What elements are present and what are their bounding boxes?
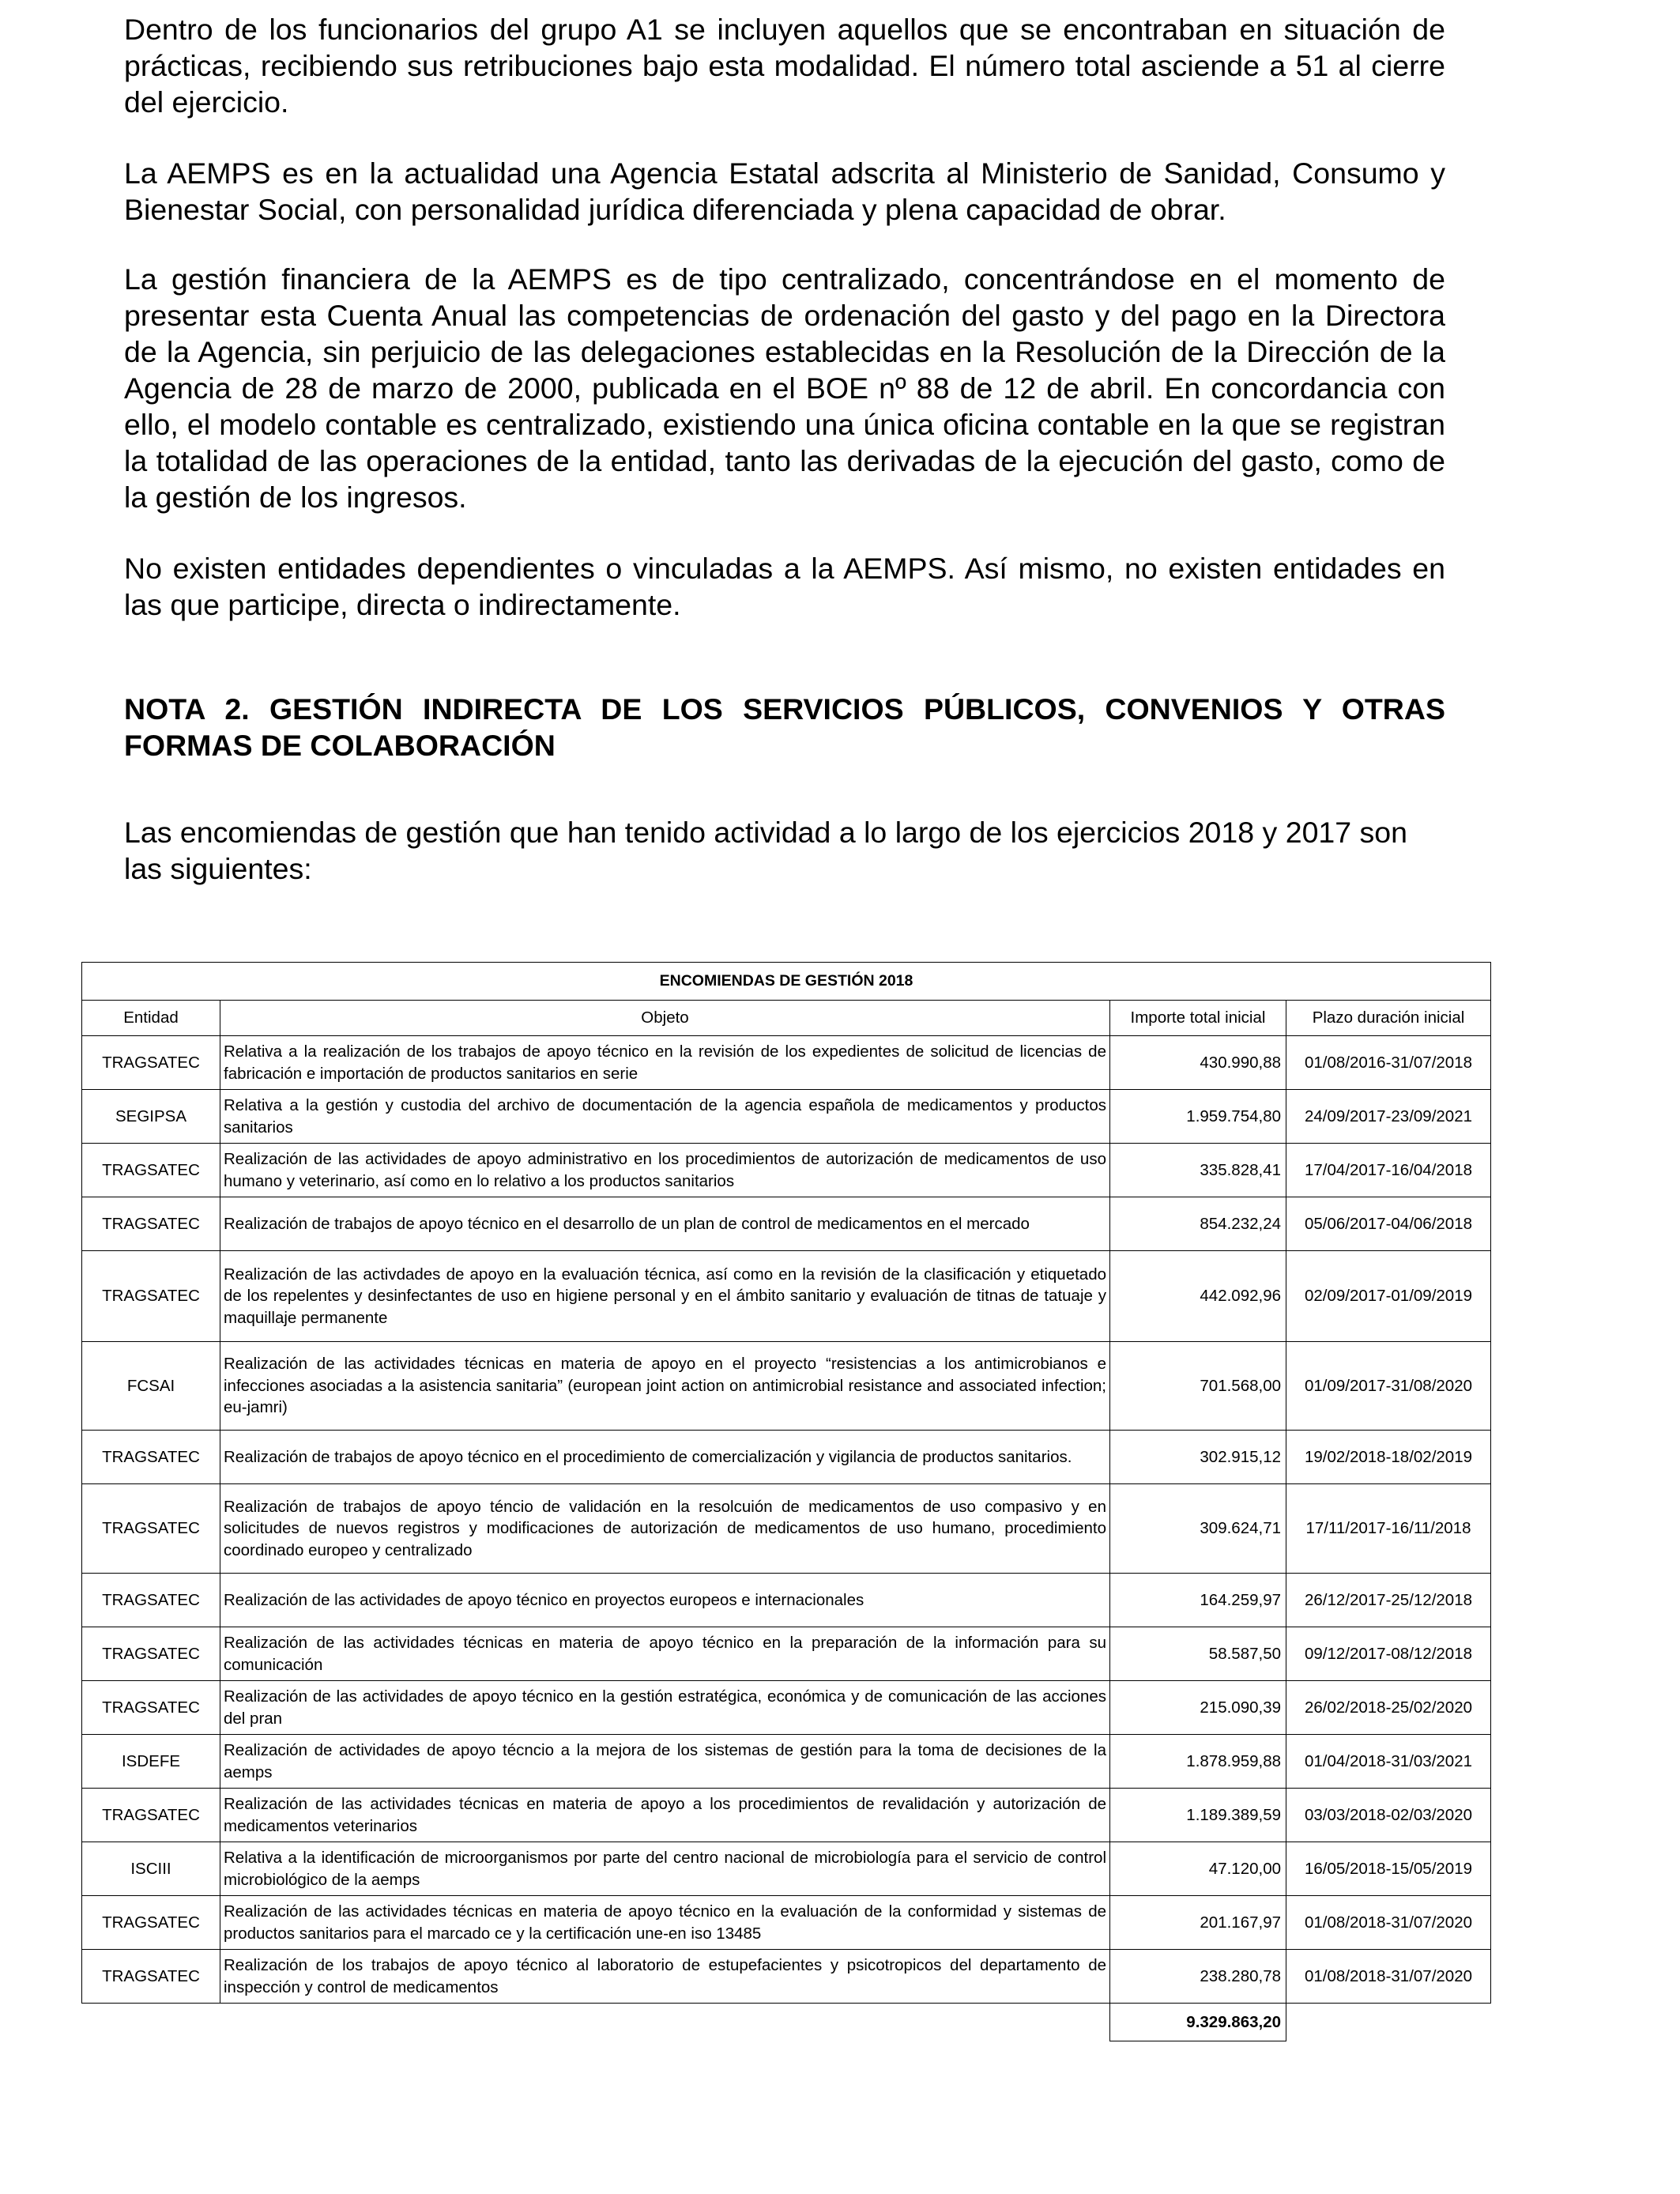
cell-plazo: 03/03/2018-02/03/2020 <box>1286 1789 1491 1842</box>
cell-importe: 1.959.754,80 <box>1110 1090 1286 1144</box>
paragraph-gestion-financiera: La gestión financiera de la AEMPS es de tipo centralizado, concentrándose en el momento de presentar esta Cuenta Anual las competencias de ordenación del gasto y del pago en la Directora de la Agencia, sin perjuicio de las delegaciones establecidas en la Resolución de la Dirección de la Agencia de 28 de marzo de 2000, publicada en el BOE nº 88 de 12 de abril. En concordancia con ello, el modelo contable es centralizado, existiendo una única oficina contable en la que se registran la totalidad de las operaciones de la entidad, tanto las derivadas de la ejecución del gasto, como de la gestión de los ingresos. <box>124 262 1445 514</box>
cell-entidad: TRAGSATEC <box>82 1036 220 1090</box>
cell-importe: 701.568,00 <box>1110 1342 1286 1431</box>
cell-importe: 1.189.389,59 <box>1110 1789 1286 1842</box>
cell-objeto: Realización de las actividades técnicas en materia de apoyo técnico en la preparación de la información para su comunicación <box>220 1627 1110 1681</box>
header-entidad: Entidad <box>82 1001 220 1036</box>
cell-plazo: 17/11/2017-16/11/2018 <box>1286 1484 1491 1574</box>
cell-plazo: 01/08/2016-31/07/2018 <box>1286 1036 1491 1090</box>
cell-importe: 1.878.959,88 <box>1110 1735 1286 1789</box>
cell-plazo: 01/08/2018-31/07/2020 <box>1286 1950 1491 2004</box>
cell-objeto: Realización de trabajos de apoyo técnico en el desarrollo de un plan de control de medicamentos en el mercado <box>220 1197 1110 1251</box>
table-row <box>82 1950 1491 2004</box>
cell-plazo: 19/02/2018-18/02/2019 <box>1286 1431 1491 1484</box>
cell-entidad: TRAGSATEC <box>82 1431 220 1484</box>
cell-plazo: 01/04/2018-31/03/2021 <box>1286 1735 1491 1789</box>
table-row <box>82 1036 1491 1090</box>
cell-plazo: 09/12/2017-08/12/2018 <box>1286 1627 1491 1681</box>
cell-entidad: TRAGSATEC <box>82 1681 220 1735</box>
cell-importe: 309.624,71 <box>1110 1484 1286 1574</box>
cell-plazo: 26/02/2018-25/02/2020 <box>1286 1681 1491 1735</box>
cell-objeto: Realización de las actividades de apoyo técnico en proyectos europeos e internacionales <box>220 1574 1110 1627</box>
cell-objeto: Relativa a la realización de los trabajos de apoyo técnico en la revisión de los expedientes de solicitud de licencias de fabricación e importación de productos sanitarios en serie <box>220 1036 1110 1090</box>
cell-importe: 201.167,97 <box>1110 1896 1286 1950</box>
header-plazo: Plazo duración inicial <box>1286 1001 1491 1036</box>
cell-entidad: TRAGSATEC <box>82 1950 220 2004</box>
table-row <box>82 1735 1491 1789</box>
blank-cell <box>1286 2004 1491 2041</box>
cell-entidad: ISCIII <box>82 1842 220 1896</box>
encomiendas-table-wrapper <box>81 962 1490 2041</box>
encomiendas-table <box>81 962 1491 2041</box>
table-row <box>82 1789 1491 1842</box>
table-header-row <box>82 1001 1491 1036</box>
cell-plazo: 16/05/2018-15/05/2019 <box>1286 1842 1491 1896</box>
cell-objeto: Realización de las actividades técnicas en materia de apoyo técnico en la evaluación de la conformidad y sistemas de productos sanitarios para el marcado ce y la certificación une-en iso 13485 <box>220 1896 1110 1950</box>
table-title-row <box>82 963 1491 1001</box>
cell-objeto: Realización de los trabajos de apoyo técnico al laboratorio de estupefacientes y psicotropicos del departamento de inspección y control de medicamentos <box>220 1950 1110 2004</box>
cell-objeto: Realización de las actividades técnicas en materia de apoyo a los procedimientos de revalidación y autorización de medicamentos veterinarios <box>220 1789 1110 1842</box>
cell-objeto: Realización de las activdades de apoyo en la evaluación técnica, así como en la revisión de la clasificación y etiquetado de los repelentes y desinfectantes de uso en higiene personal y en el ámbito sanitario y evaluación de titnas de tatuaje y maquillaje permanente <box>220 1251 1110 1342</box>
cell-objeto: Realización de trabajos de apoyo técnico en el procedimiento de comercialización y vigilancia de productos sanitarios. <box>220 1431 1110 1484</box>
intro-paragraph: Las encomiendas de gestión que han tenido actividad a lo largo de los ejercicios 2018 y 2017 son las siguientes: <box>124 816 1408 885</box>
cell-importe: 442.092,96 <box>1110 1251 1286 1342</box>
table-row <box>82 1896 1491 1950</box>
table-row <box>82 1197 1491 1251</box>
cell-entidad: TRAGSATEC <box>82 1789 220 1842</box>
cell-importe: 430.990,88 <box>1110 1036 1286 1090</box>
blank-cell <box>82 2004 220 2041</box>
cell-objeto: Realización de las actividades técnicas en materia de apoyo en el proyecto “resistencias a los antimicrobianos e infecciones asociadas a la asistencia sanitaria” (european joint action on antimicrobial resistance and associated infection; eu-jamri) <box>220 1342 1110 1431</box>
table-row <box>82 1574 1491 1627</box>
blank-cell <box>220 2004 1110 2041</box>
cell-plazo: 24/09/2017-23/09/2021 <box>1286 1090 1491 1144</box>
cell-entidad: TRAGSATEC <box>82 1627 220 1681</box>
cell-plazo: 26/12/2017-25/12/2018 <box>1286 1574 1491 1627</box>
cell-plazo: 17/04/2017-16/04/2018 <box>1286 1144 1491 1197</box>
cell-objeto: Relativa a la gestión y custodia del archivo de documentación de la agencia española de medicamentos y productos sanitarios <box>220 1090 1110 1144</box>
cell-plazo: 05/06/2017-04/06/2018 <box>1286 1197 1491 1251</box>
paragraph-entidades-dependientes: No existen entidades dependientes o vinculadas a la AEMPS. Así mismo, no existen entidades en las que participe, directa o indirectamente. <box>124 552 1445 621</box>
cell-objeto: Relativa a la identificación de microorganismos por parte del centro nacional de microbiología para el servicio de control microbiológico de la aemps <box>220 1842 1110 1896</box>
cell-importe: 335.828,41 <box>1110 1144 1286 1197</box>
table-total-row <box>82 2004 1491 2041</box>
table-row <box>82 1090 1491 1144</box>
cell-entidad: TRAGSATEC <box>82 1896 220 1950</box>
cell-plazo: 01/08/2018-31/07/2020 <box>1286 1896 1491 1950</box>
cell-importe: 58.587,50 <box>1110 1627 1286 1681</box>
cell-importe: 47.120,00 <box>1110 1842 1286 1896</box>
cell-objeto: Realización de las actividades de apoyo técnico en la gestión estratégica, económica y de comunicación de las acciones del pran <box>220 1681 1110 1735</box>
cell-objeto: Realización de las actividades de apoyo administrativo en los procedimientos de autorización de medicamentos de uso humano y veterinario, así como en lo relativo a los productos sanitarios <box>220 1144 1110 1197</box>
table-row <box>82 1251 1491 1342</box>
cell-total-importe: 9.329.863,20 <box>1110 2004 1286 2041</box>
section-heading-nota-2: NOTA 2. GESTIÓN INDIRECTA DE LOS SERVICIOS PÚBLICOS, CONVENIOS Y OTRAS FORMAS DE COLABORACIÓN <box>124 692 1445 762</box>
cell-importe: 302.915,12 <box>1110 1431 1286 1484</box>
header-objeto: Objeto <box>220 1001 1110 1036</box>
cell-importe: 215.090,39 <box>1110 1681 1286 1735</box>
cell-importe: 854.232,24 <box>1110 1197 1286 1251</box>
table-row <box>82 1681 1491 1735</box>
table-row <box>82 1484 1491 1574</box>
table-row <box>82 1144 1491 1197</box>
cell-entidad: TRAGSATEC <box>82 1251 220 1342</box>
cell-entidad: TRAGSATEC <box>82 1197 220 1251</box>
table-title: ENCOMIENDAS DE GESTIÓN 2018 <box>82 963 1491 1001</box>
table-row <box>82 1842 1491 1896</box>
table-row <box>82 1342 1491 1431</box>
cell-entidad: FCSAI <box>82 1342 220 1431</box>
header-importe: Importe total inicial <box>1110 1001 1286 1036</box>
cell-entidad: SEGIPSA <box>82 1090 220 1144</box>
cell-importe: 238.280,78 <box>1110 1950 1286 2004</box>
paragraph-agencia-estatal: La AEMPS es en la actualidad una Agencia Estatal adscrita al Ministerio de Sanidad, Consumo y Bienestar Social, con personalidad jurídica diferenciada y plena capacidad de obrar. <box>124 156 1445 226</box>
cell-objeto: Realización de actividades de apoyo técncio a la mejora de los sistemas de gestión para la toma de decisiones de la aemps <box>220 1735 1110 1789</box>
cell-entidad: TRAGSATEC <box>82 1484 220 1574</box>
cell-importe: 164.259,97 <box>1110 1574 1286 1627</box>
paragraph-funcionarios: Dentro de los funcionarios del grupo A1 se incluyen aquellos que se encontraban en situación de prácticas, recibiendo sus retribuciones bajo esta modalidad. El número total asciende a 51 al cierre del ejercicio. <box>124 13 1445 119</box>
cell-objeto: Realización de trabajos de apoyo téncio de validación en la resolcuión de medicamentos de uso compasivo y en solicitudes de nuevos registros y modificaciones de autorización de medicamentos de uso humano, procedimiento coordinado europeo y centralizado <box>220 1484 1110 1574</box>
cell-plazo: 02/09/2017-01/09/2019 <box>1286 1251 1491 1342</box>
cell-entidad: TRAGSATEC <box>82 1144 220 1197</box>
table-row <box>82 1627 1491 1681</box>
cell-entidad: ISDEFE <box>82 1735 220 1789</box>
cell-plazo: 01/09/2017-31/08/2020 <box>1286 1342 1491 1431</box>
table-row <box>82 1431 1491 1484</box>
cell-entidad: TRAGSATEC <box>82 1574 220 1627</box>
